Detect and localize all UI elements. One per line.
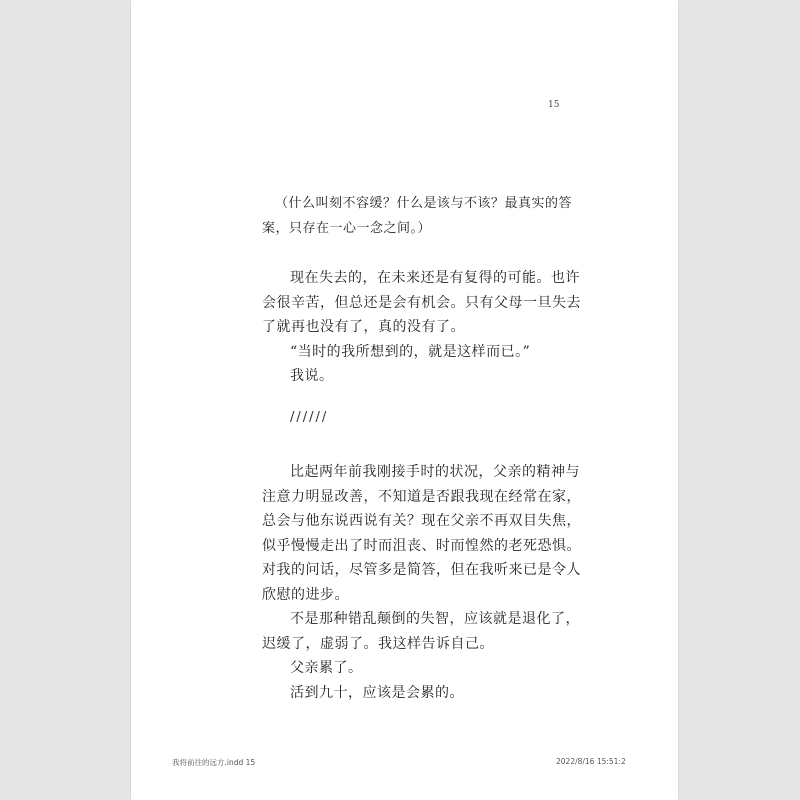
footer-filename: 我将前往的远方.indd 15 <box>172 758 256 767</box>
paragraph: 我说。 <box>290 368 334 384</box>
section-divider: ////// <box>290 410 329 425</box>
paragraph: 比起两年前我刚接手时的状况，父亲的精神与注意力明显改善，不知道是否跟我现在经常在家，总会与他东说西说有关？现在父亲不再双目失焦，似乎慢慢走出了时而沮丧、时而惶然的老死恐惧。对我的问话，尽管多是简答，但在我听来已是令人欣慰的进步。 <box>262 464 581 603</box>
paragraph: 不是那种错乱颠倒的失智，应该就是退化了，迟缓了，虚弱了。我这样告诉自己。 <box>262 611 580 652</box>
paragraph: 父亲累了。 <box>290 660 363 676</box>
page-number: 15 <box>548 100 560 110</box>
parenthetical-note <box>262 192 592 241</box>
footer-timestamp: 2022/8/16 15:51:2 <box>556 757 626 766</box>
section-2 <box>262 460 592 705</box>
section-1 <box>262 266 592 389</box>
note-paragraph: （什么叫刻不容缓？什么是该与不该？最真实的答案，只存在一心一念之间。） <box>262 196 573 236</box>
paragraph: “当时的我所想到的，就是这样而已。” <box>290 343 531 360</box>
paragraph: 现在失去的，在未来还是有复得的可能。也许会很辛苦，但总还是会有机会。只有父母一旦失去了就再也没有了，真的没有了。 <box>262 270 581 335</box>
paragraph: 活到九十，应该是会累的。 <box>290 684 464 701</box>
